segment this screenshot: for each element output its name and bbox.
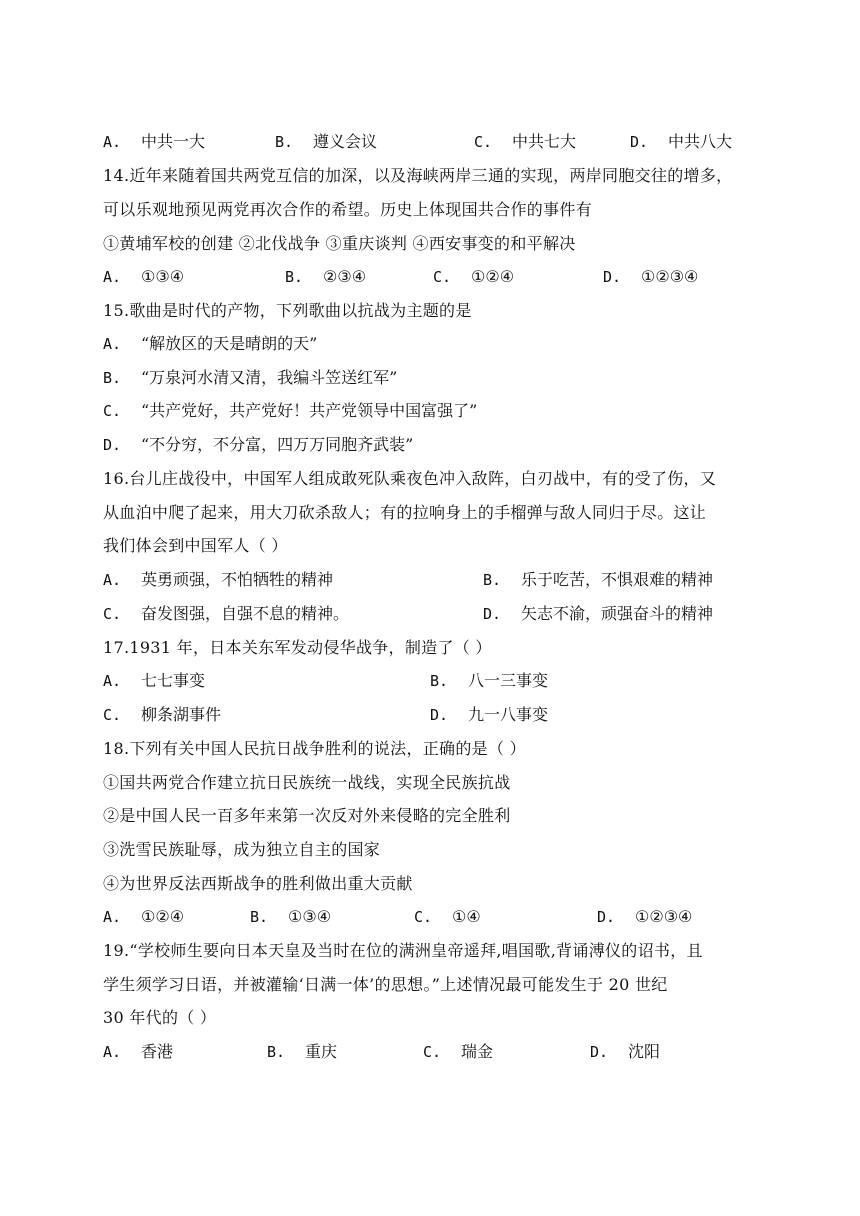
- option-letter: C.: [474, 133, 493, 151]
- q18-stem: 18.下列有关中国人民抗日战争胜利的说法，正确的是（ ）: [103, 739, 526, 758]
- q16-option-c: [103, 602, 349, 626]
- q19-option-b: [267, 1040, 337, 1064]
- q17-option-d: [430, 703, 548, 727]
- option-text: “解放区的天是晴朗的天”: [141, 334, 318, 353]
- option-letter: B.: [430, 672, 449, 690]
- option-letter: A.: [103, 672, 122, 690]
- option-text: ①②③④: [635, 907, 693, 926]
- q18-item: ②是中国人民一百多年来第一次反对外来侵略的完全胜利: [103, 806, 511, 825]
- option-letter: C.: [414, 908, 433, 926]
- option-letter: C.: [433, 268, 452, 286]
- q19-option-d: [590, 1040, 660, 1064]
- option-text: 遵义会议: [313, 132, 378, 151]
- option-letter: A.: [103, 571, 122, 589]
- option-letter: B.: [103, 369, 122, 387]
- q18-item: ①国共两党合作建立抗日民族统一战线，实现全民族抗战: [103, 773, 511, 792]
- q19-stem-line-1: 19.“学校师生要向日本天皇及当时在位的满洲皇帝遥拜,唱国歌,背诵溥仪的诏书，且: [103, 941, 703, 960]
- option-letter: A.: [103, 335, 122, 353]
- q18-item: ④为世界反法西斯战争的胜利做出重大贡献: [103, 874, 413, 893]
- option-letter: D.: [630, 133, 649, 151]
- q17-option-a: [103, 669, 205, 693]
- option-text: 沈阳: [628, 1042, 661, 1061]
- q17-option-b: [430, 669, 548, 693]
- option-text: 中共七大: [512, 132, 577, 151]
- q16-option-d: [483, 602, 713, 626]
- option-text: 奋发图强，自强不息的精神。: [141, 604, 350, 623]
- q15-option-a: [103, 332, 317, 356]
- q16-stem-line-3: 我们体会到中国军人（ ）: [103, 536, 288, 555]
- option-text: “万泉河水清又清，我编斗笠送红军”: [141, 368, 398, 387]
- option-letter: B.: [267, 1043, 286, 1061]
- option-letter: B.: [483, 571, 502, 589]
- q16-option-b: [483, 568, 713, 592]
- option-letter: D.: [590, 1043, 609, 1061]
- option-text: 英勇顽强，不怕牺牲的精神: [141, 570, 334, 589]
- option-letter: D.: [483, 605, 502, 623]
- option-text: ①③④: [288, 907, 332, 926]
- q14-option-c: [433, 265, 514, 289]
- q14-option-d: [603, 265, 698, 289]
- option-text: “不分穷，不分富，四万万同胞齐武装”: [141, 435, 414, 454]
- q14-stem-line-2: 可以乐观地预见两党再次合作的希望。历史上体现国共合作的事件有: [103, 200, 593, 219]
- option-text: ①②④: [141, 907, 185, 926]
- option-text: 七七事变: [141, 671, 206, 690]
- q16-stem-line-2: 从血泊中爬了起来，用大刀砍杀敌人；有的拉响身上的手榴弹与敌人同归于尽。这让: [103, 503, 707, 522]
- q17-stem: 17.1931 年，日本关东军发动侵华战争，制造了（ ）: [103, 638, 492, 657]
- option-text: 中共一大: [141, 132, 206, 151]
- q15-option-c: [103, 399, 477, 423]
- q15-stem: 15.歌曲是时代的产物，下列歌曲以抗战为主题的是: [103, 301, 472, 320]
- q15-option-d: [103, 433, 413, 457]
- q14-stem-line-1: 14.近年来随着国共两党互信的加深，以及海峡两岸三通的实现，两岸同胞交往的增多，: [103, 166, 733, 185]
- option-letter: B.: [250, 908, 269, 926]
- option-text: 八一三事变: [468, 671, 549, 690]
- option-text: 香港: [141, 1042, 174, 1061]
- option-letter: A.: [103, 133, 122, 151]
- option-letter: C.: [103, 605, 122, 623]
- option-text: ②③④: [323, 267, 367, 286]
- q13-option-b: [275, 130, 377, 154]
- q19-option-c: [423, 1040, 493, 1064]
- option-text: ①②③④: [641, 267, 699, 286]
- option-letter: A.: [103, 1043, 122, 1061]
- option-text: 瑞金: [461, 1042, 494, 1061]
- q13-option-d: [630, 130, 732, 154]
- option-letter: A.: [103, 908, 122, 926]
- option-text: 重庆: [305, 1042, 338, 1061]
- q13-option-c: [474, 130, 576, 154]
- option-letter: C.: [103, 706, 122, 724]
- q18-option-a: [103, 905, 184, 929]
- option-text: 中共八大: [668, 132, 733, 151]
- q14-items: ①黄埔军校的创建 ②北伐战争 ③重庆谈判 ④西安事变的和平解决: [103, 234, 576, 253]
- q16-option-a: [103, 568, 333, 592]
- q18-item: ③洗雪民族耻辱，成为独立自主的国家: [103, 840, 381, 859]
- option-text: 矢志不渝，顽强奋斗的精神: [521, 604, 714, 623]
- option-text: “共产党好，共产党好！共产党领导中国富强了”: [141, 401, 478, 420]
- option-letter: B.: [275, 133, 294, 151]
- q18-option-b: [250, 905, 331, 929]
- option-letter: A.: [103, 268, 122, 286]
- option-text: ①③④: [141, 267, 185, 286]
- q19-option-a: [103, 1040, 173, 1064]
- option-letter: C.: [103, 402, 122, 420]
- q19-stem-line-2: 学生须学习日语，并被灌输‘日满一体’的思想。”上述情况最可能发生于 20 世纪: [103, 975, 668, 994]
- q15-option-b: [103, 366, 397, 390]
- q14-option-a: [103, 265, 184, 289]
- option-letter: D.: [430, 706, 449, 724]
- option-text: ①④: [452, 907, 481, 926]
- option-text: 九一八事变: [468, 705, 549, 724]
- option-letter: D.: [597, 908, 616, 926]
- q16-stem-line-1: 16.台儿庄战役中，中国军人组成敢死队乘夜色冲入敌阵，白刃战中，有的受了伤，又: [103, 469, 717, 488]
- option-text: ①②④: [471, 267, 515, 286]
- option-letter: B.: [285, 268, 304, 286]
- q14-option-b: [285, 265, 366, 289]
- q18-option-d: [597, 905, 692, 929]
- q19-stem-line-3: 30 年代的（ ）: [103, 1008, 217, 1027]
- q17-option-c: [103, 703, 221, 727]
- option-text: 乐于吃苦，不惧艰难的精神: [521, 570, 714, 589]
- option-letter: D.: [603, 268, 622, 286]
- option-text: 柳条湖事件: [141, 705, 222, 724]
- q13-option-a: [103, 130, 205, 154]
- q18-option-c: [414, 905, 481, 929]
- option-letter: D.: [103, 436, 122, 454]
- option-letter: C.: [423, 1043, 442, 1061]
